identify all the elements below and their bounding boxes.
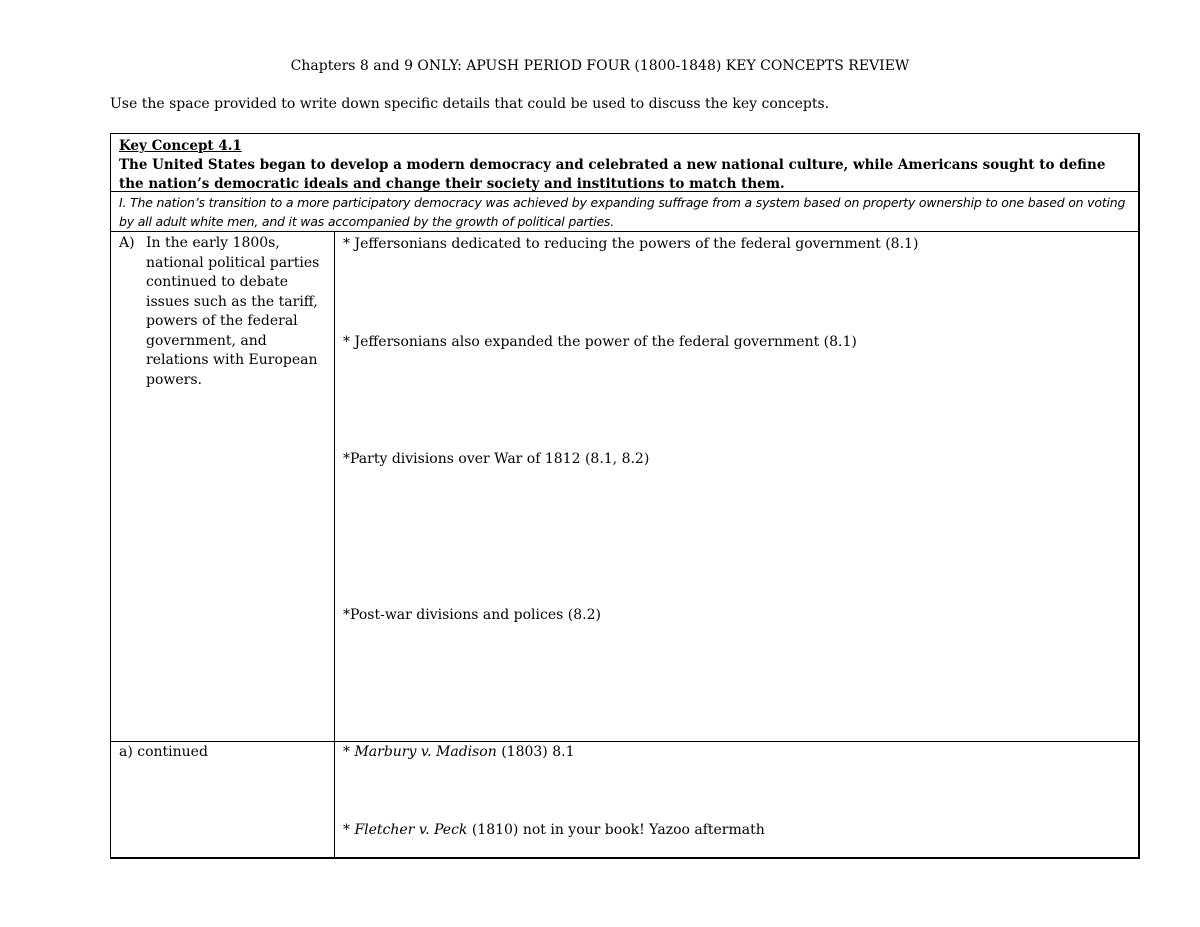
- page-title: Chapters 8 and 9 ONLY: APUSH PERIOD FOUR (1800-1848) KEY CONCEPTS REVIEW: [290, 58, 910, 74]
- key-concept-statement: The United States began to develop a modern democracy and celebrated a new national culture, while Americans sought to define the nation’s democratic ideals and change their society and institutions to match them.: [119, 157, 1106, 192]
- topic-text: In the early 1800s, national political parties continued to debate issues such as the tariff, powers of the federal government, and relations with European powers.: [146, 235, 320, 388]
- notes-cell[interactable]: [335, 742, 1138, 858]
- note-suffix: (1803) 8.1: [496, 744, 575, 760]
- topic-cell: [111, 232, 335, 741]
- case-name: Fletcher v. Peck: [354, 822, 468, 838]
- note-prefix: *: [343, 822, 355, 838]
- note-prefix: *: [343, 744, 355, 760]
- note-item-marbury: [343, 743, 574, 762]
- note-suffix: (1810) not in your book! Yazoo aftermath: [467, 822, 765, 838]
- note-item-fletcher: [343, 821, 765, 840]
- table-row: [111, 232, 1138, 742]
- instructions-text: Use the space provided to write down specific details that could be used to discuss the key concepts.: [110, 96, 830, 112]
- topic-cell: [111, 742, 335, 858]
- subconcept-statement: I. The nation’s transition to a more participatory democracy was achieved by expanding suffrage from a system based on property ownership to one based on voting by all adult white men, and it was accompanied by the growth of political parties.: [111, 192, 1138, 232]
- key-concept-header: [111, 134, 1138, 192]
- note-item: *Post-war divisions and polices (8.2): [343, 607, 601, 623]
- notes-cell[interactable]: [335, 232, 1138, 741]
- topic-continued: a) continued: [119, 744, 208, 760]
- note-item: * Jeffersonians dedicated to reducing the powers of the federal government (8.1): [343, 236, 919, 252]
- key-concept-title: Key Concept 4.1: [119, 138, 242, 154]
- table-row: [111, 742, 1138, 858]
- key-concept-table: [110, 133, 1140, 859]
- topic-marker: A): [119, 235, 135, 251]
- note-item: * Jeffersonians also expanded the power of the federal government (8.1): [343, 334, 857, 350]
- case-name: Marbury v. Madison: [354, 744, 497, 760]
- note-item: *Party divisions over War of 1812 (8.1, 8.2): [343, 451, 650, 467]
